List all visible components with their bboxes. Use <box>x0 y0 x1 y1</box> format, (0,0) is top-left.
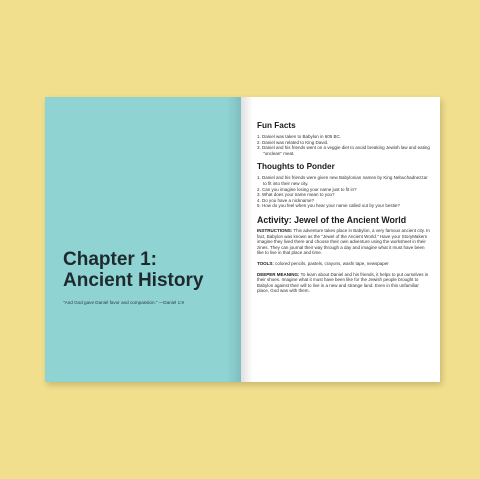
tools-text: colored pencils, pastels, crayons, washi tape, newspaper <box>273 260 389 266</box>
instructions-label: INSTRUCTIONS: <box>257 227 293 233</box>
tools-paragraph <box>257 261 432 267</box>
instructions-text: This adventure takes place in Babylon, a very famous ancient city. In fact, Babylon was known as the "Jewel of the Ancient World." Have your StoryMakers imagine they lived there and choose their own adventure using the worksheet in their zines. They can journal their way through a day and imagine what it must have been like to live in that place and time. <box>257 227 430 256</box>
deeper-meaning-label: DEEPER MEANING: <box>257 271 300 277</box>
thoughts-heading: Thoughts to Ponder <box>257 162 335 172</box>
list-item: 5. How do you feel when you hear your name called out by your bestie? <box>257 203 400 209</box>
list-item: 2. Daniel was related to King David. <box>257 139 329 145</box>
list-item: 3. What does your name mean to you? <box>257 192 335 198</box>
deeper-meaning-paragraph <box>257 272 432 294</box>
chapter-name: Ancient History <box>63 270 204 291</box>
list-item: 1. Daniel was taken to Babylon in 605 BC. <box>257 134 342 139</box>
fun-facts-list <box>257 134 432 156</box>
right-page-content <box>257 121 432 299</box>
list-item: 3. Daniel and his friends went on a veggie diet to avoid breaking Jewish law and eating "unclean" meat. <box>257 145 430 156</box>
activity-heading: Activity: Jewel of the Ancient World <box>257 214 407 225</box>
tools-label: TOOLS: <box>257 260 274 266</box>
chapter-number: Chapter 1: <box>63 249 157 270</box>
epigraph-quote: "And God gave Daniel favor and compassion." —Daniel 1:9 <box>63 300 184 305</box>
thoughts-list <box>257 175 432 209</box>
fun-facts-heading: Fun Facts <box>257 121 296 130</box>
list-item: 1. Daniel and his friends were given new Babylonian names by King Nebuchadnezzar to fit into their new city. <box>257 175 428 186</box>
list-item: 4. Do you have a nickname? <box>257 197 315 203</box>
list-item: 2. Can you imagine losing your name just to fit in? <box>257 186 357 192</box>
deeper-meaning-text: To learn about Daniel and his friends, it helps to put ourselves in their shoes. Imagine what it must have been like for the Jewish people brought to Babylon against their will to live in a new and strange land. Even in this unfamiliar place, God was with them. <box>257 271 429 294</box>
open-book <box>45 97 440 382</box>
right-page <box>241 97 440 382</box>
left-page <box>45 97 241 382</box>
instructions-paragraph <box>257 228 432 256</box>
chapter-title <box>63 249 203 291</box>
